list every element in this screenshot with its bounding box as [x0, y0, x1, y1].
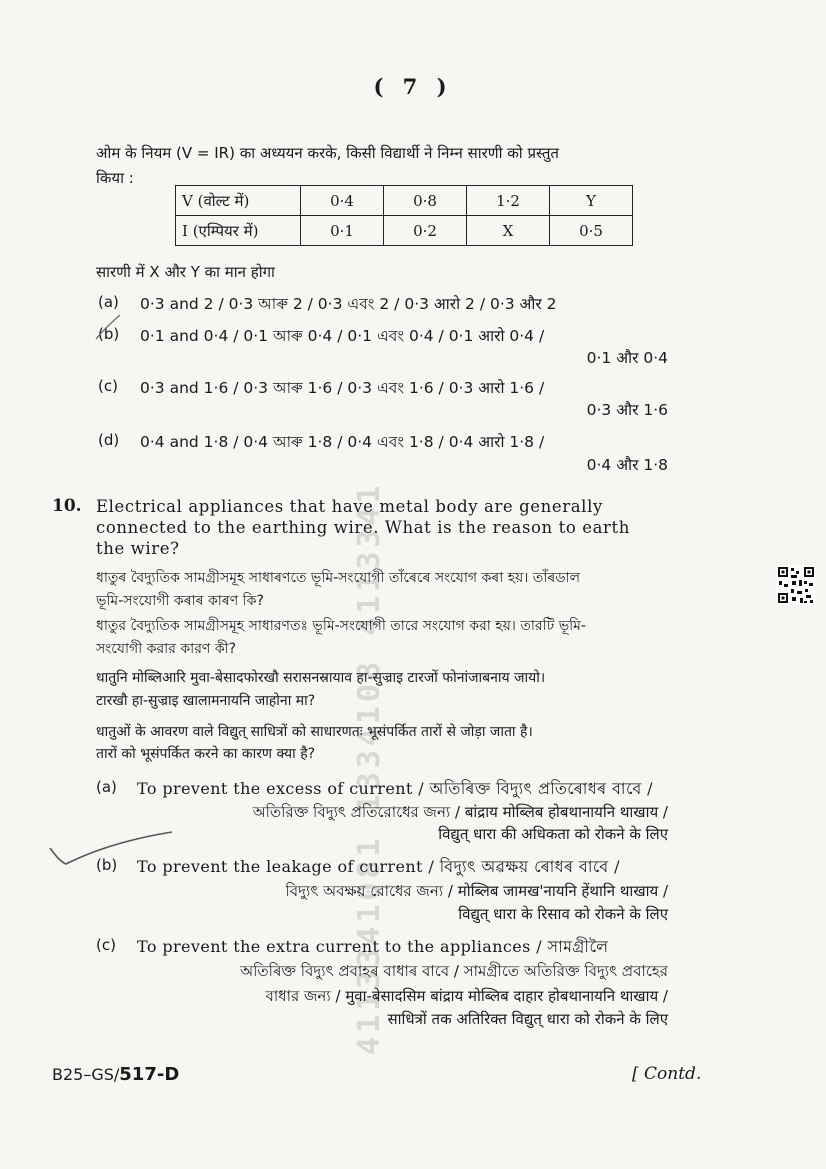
q10-english-line2: connected to the earthing wire. What is the reason to earth: [96, 518, 630, 537]
table-cell: Y: [550, 186, 633, 216]
option-c-text-cont: साधित्रों तक अतिरिक्त विद्युत् धारा को रोकने के लिए: [387, 1010, 668, 1028]
table-row: [176, 216, 633, 246]
qr-code: [776, 565, 816, 605]
table-cell: 0·2: [384, 216, 467, 246]
q9-prompt: सारणी में X और Y का मान होगा: [96, 263, 275, 281]
table-cell: 0·1: [301, 216, 384, 246]
table-cell: X: [467, 216, 550, 246]
option-b-text[interactable]: 0·1 and 0·4 / 0·1 আৰু 0·4 / 0·1 এবং 0·4 / 0·1 आरो 0·4 /: [140, 327, 545, 345]
page-number: ( 7 ): [373, 74, 453, 99]
table-row: [176, 186, 633, 216]
table-row-label: V (वोल्ट में): [176, 186, 301, 216]
q10-bengali-line1: ধাতুর বৈদ্যুতিক সামগ্রীসমূহ সাধারণতঃ ভূমি-সংযোগী তারে সংযোগ করা হয়। তারটি ভূমি-: [96, 618, 586, 634]
option-letter: (b): [96, 856, 118, 874]
table-cell: 1·2: [467, 186, 550, 216]
paper-code-prefix: B25–GS/: [52, 1065, 120, 1084]
paper-code-suffix: 517-D: [119, 1064, 180, 1085]
option-b-text-cont: 0·1 और 0·4: [586, 349, 668, 367]
table-row-label: I (एम्पियर में): [176, 216, 301, 246]
q10-hindi-line1: धातुओं के आवरण वाले विद्युत् साधित्रों को साधारणतः भूसंपर्कित तारों से जोड़ा जाता है।: [96, 724, 533, 740]
question-number: 10.: [52, 496, 82, 516]
option-c-text-cont: অতিৰিক্ত বিদ্যুৎ প্ৰবাহৰ বাধাৰ বাবে / সামগ্রীতে অতিরিক্ত বিদ্যুৎ প্রবাহের: [240, 962, 668, 980]
option-letter: (d): [98, 431, 120, 449]
table-cell: 0·4: [301, 186, 384, 216]
q10-bodo-line2: टारखौ हा-सुज्राइ खालामनायनि जाहोना मा?: [96, 693, 316, 709]
option-c-text[interactable]: 0·3 and 1·6 / 0·3 আৰু 1·6 / 0·3 এবং 1·6 / 0·3 आरो 1·6 /: [140, 379, 545, 397]
option-a-text-cont: অতিরিক্ত বিদ্যুৎ প্রতিরোধের জন্য / बांद्राय मोब्लिब होबथानायनि थाखाय /: [252, 803, 668, 821]
table-cell: 0·8: [384, 186, 467, 216]
option-letter: (c): [96, 936, 116, 954]
option-a-text-cont: विद्युत् धारा की अधिकता को रोकने के लिए: [438, 825, 668, 843]
option-d-text-cont: 0·4 और 1·8: [586, 456, 668, 474]
q10-assamese-line1: ধাতুৰ বৈদ্যুতিক সামগ্ৰীসমূহ সাধাৰণতে ভূমি-সংযোগী তাঁৰেৰে সংযোগ কৰা হয়। তাঁৰডাল: [96, 570, 580, 586]
option-b-text-cont: বিদ্যুৎ অবক্ষয় রোধের জন্য / मोब्लिब जामख'नायनि हेंथानि थाखाय /: [285, 882, 668, 900]
pen-tick-mark: [40, 820, 180, 870]
option-c-text-cont: বাধার জন্য / मुवा-बेसादसिम बांद्राय मोब्लिब दाहार होबथानायनि थाखाय /: [265, 987, 668, 1005]
q10-hindi-line2: तारों को भूसंपर्कित करने का कारण क्या है?: [96, 746, 316, 762]
option-d-text[interactable]: 0·4 and 1·8 / 0·4 আৰু 1·8 / 0·4 এবং 1·8 / 0·4 आरो 1·8 /: [140, 433, 545, 451]
option-letter: (b): [98, 325, 120, 343]
q10-assamese-line2: ভূমি-সংযোগী কৰাৰ কাৰণ কি?: [96, 593, 264, 609]
option-letter: (a): [98, 293, 119, 311]
q10-bodo-line1: धातुनि मोब्लिआरि मुवा-बेसादफोरखौ सरासनस्रायाव हा-सुज्राइ टारजों फोनांजाबनाय जायो।: [96, 670, 546, 686]
option-a-text[interactable]: To prevent the excess of current / অতিৰিক্ত বিদ্যুৎ প্ৰতিৰোধৰ বাবে /: [137, 779, 653, 798]
q9-stem-line1: ओम के नियम (V = IR) का अध्ययन करके, किसी विद्यार्थी ने निम्न सारणी को प्रस्तुत: [96, 144, 559, 162]
table-cell: 0·5: [550, 216, 633, 246]
continued-label: [ Contd.: [632, 1064, 702, 1084]
watermark: 4113341081 1334108 4113341: [352, 481, 387, 1055]
q10-bengali-line2: সংযোগী করার কারণ কী?: [96, 641, 237, 657]
pen-mark: [90, 295, 130, 345]
option-c-text-cont: 0·3 और 1·6: [586, 401, 668, 419]
option-a-text[interactable]: 0·3 and 2 / 0·3 আৰু 2 / 0·3 এবং 2 / 0·3 आरो 2 / 0·3 और 2: [140, 295, 557, 313]
ohm-table: [175, 185, 633, 246]
option-b-text-cont: विद्युत् धारा के रिसाव को रोकने के लिए: [458, 905, 668, 923]
option-c-text[interactable]: To prevent the extra current to the appliances / সামগ্ৰীলৈ: [137, 937, 609, 956]
option-b-text[interactable]: To prevent the leakage of current / বিদ্যুৎ অৱক্ষয় ৰোধৰ বাবে /: [137, 857, 620, 876]
q10-english-line1: Electrical appliances that have metal body are generally: [96, 497, 603, 516]
q10-english-line3: the wire?: [96, 539, 180, 558]
paper-code: [52, 1064, 179, 1085]
option-letter: (c): [98, 377, 118, 395]
option-letter: (a): [96, 778, 117, 796]
q9-stem-line2: किया :: [96, 169, 134, 187]
